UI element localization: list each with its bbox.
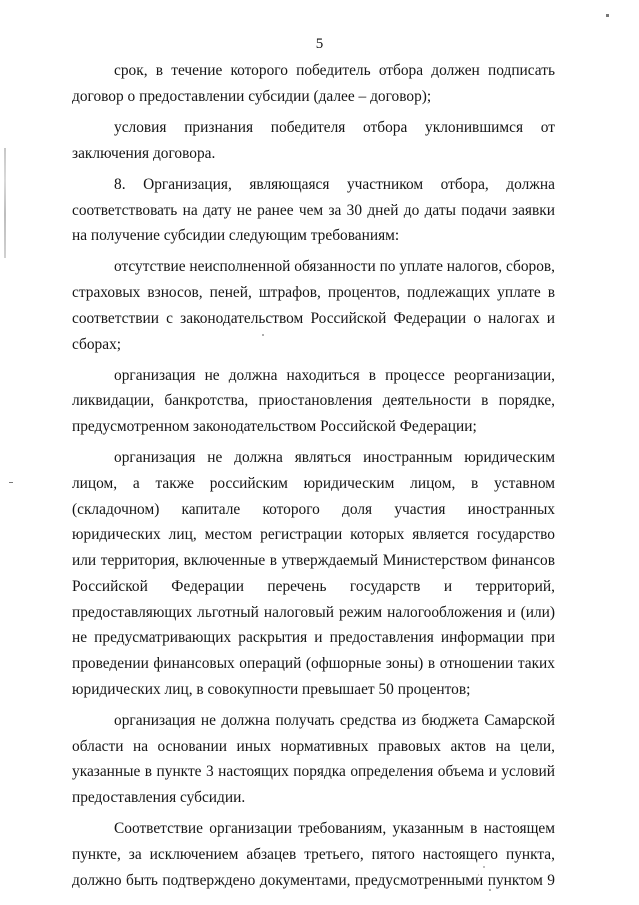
paragraph-contract-signing-term: срок, в течение которого победитель отбора должен подписать договор о предоставлении субсидии (далее – договор);	[72, 62, 555, 105]
scan-speck	[9, 482, 13, 483]
binding-edge-mark	[4, 148, 6, 258]
page-number: 5	[315, 36, 324, 52]
document-body	[72, 58, 555, 893]
scan-speck	[606, 14, 609, 17]
paragraph-compliance-documents: Соответствие организации требованиям, указанным в настоящем пункте, за исключением абзацев третьего, пятого настоящего пункта, должно быть подтверждено документами, предусмотренными пунктом 9	[72, 820, 555, 889]
paragraph-budget-funds: организация не должна получать средства из бюджета Самарской области на основании иных нормативных правовых актов на цели, указанные в пункте 3 настоящих порядка определения объема и условий предоставления субсидии.	[72, 711, 555, 806]
paragraph-clause-8: 8. Организация, являющаяся участником отбора, должна соответствовать на дату не ранее чем за 30 дней до даты подачи заявки на получение субсидии следующим требованиям:	[72, 175, 555, 245]
paragraph-foreign-entity: организация не должна являться иностранным юридическим лицом, а также российским юридическим лицом, в уставном (складочном) капитале которого доля участия иностранных юридических лиц, местом регистрации которых является государство или территория, включенные в утверждаемый Министерством финансов Российской Федерации перечень государств и территорий, предоставляющих льготный налоговый режим налогообложения и (или) не предусматривающих раскрытия и предоставления информации при проведении финансовых операций (офшорные зоны) в отношении таких юридических лиц, в совокупности превышает 50 процентов;	[72, 449, 555, 698]
paragraph-reorganization: организация не должна находиться в процессе реорганизации, ликвидации, банкротства, приостановления деятельности в порядке, предусмотренном законодательством Российской Федерации;	[72, 366, 555, 436]
paragraph-tax-obligations: отсутствие неисполненной обязанности по уплате налогов, сборов, страховых взносов, пеней, штрафов, процентов, подлежащих уплате в соответствии с законодательством Российской Федерации о налогах и сборах;	[72, 258, 556, 353]
paragraph-evasion-conditions: условия признания победителя отбора уклонившимся от заключения договора.	[72, 118, 555, 162]
